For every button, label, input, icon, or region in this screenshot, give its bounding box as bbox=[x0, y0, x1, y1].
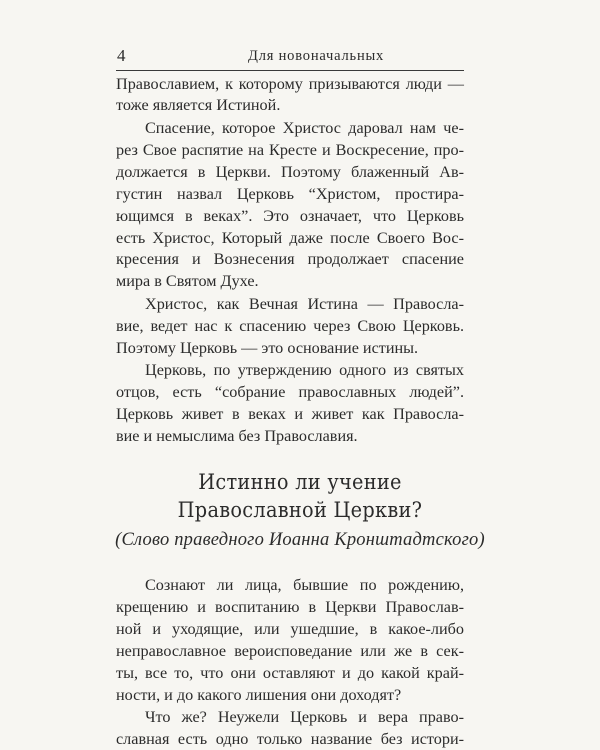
text-line: мира в Святом Духе. bbox=[116, 272, 259, 290]
page-number: 4 bbox=[117, 46, 126, 65]
text-line: густин назвал Церковь “Христом, простира- bbox=[116, 185, 464, 203]
text-line: вие, ведет нас к спасению через Свою Церковь. bbox=[116, 317, 464, 335]
text-line: вие и немыслима без Православия. bbox=[116, 427, 358, 445]
text-line: славная есть одно только название без истори- bbox=[116, 730, 464, 748]
text-line: ты, все то, что они оставляют и до какой край- bbox=[116, 664, 464, 682]
text-line: ности, и до какого лишения они доходят? bbox=[116, 686, 402, 704]
text-line: Спасение, которое Христос даровал нам че- bbox=[145, 119, 464, 137]
text-line: крещению и воспитанию в Церкви Православ- bbox=[116, 598, 464, 616]
section-heading-line-2: Православной Церкви? bbox=[177, 498, 423, 522]
text-line: Что же? Неужели Церковь и вера право- bbox=[145, 708, 464, 726]
section-heading-subtitle: (Слово праведного Иоанна Кронштадтского) bbox=[115, 530, 485, 550]
text-line: Православием, к которому призываются люди — bbox=[116, 75, 464, 93]
running-head-title: Для новоначальных bbox=[248, 48, 385, 64]
text-line: Поэтому Церковь — это основание истины. bbox=[116, 339, 419, 357]
text-line: отцов, есть “собрание православных людей”. bbox=[116, 383, 464, 401]
text-line: рез Свое распятие на Кресте и Воскресение, про- bbox=[116, 141, 464, 159]
text-line: неправославное вероисповедание или же в сек- bbox=[116, 642, 464, 660]
running-head bbox=[116, 44, 464, 71]
text-line: тоже является Истиной. bbox=[116, 96, 281, 114]
text-line: Сознают ли лица, бывшие по рождению, bbox=[145, 576, 464, 594]
text-line: кресения и Вознесения продолжает спасение bbox=[116, 250, 464, 268]
text-line: должается в Церкви. Поэтому блаженный Ав- bbox=[116, 163, 464, 181]
text-line: Церковь, по утверждению одного из святых bbox=[145, 361, 464, 379]
section-heading-line-1: Истинно ли учение bbox=[198, 470, 402, 494]
text-line: есть Христос, Который даже после Своего Вос- bbox=[116, 229, 464, 247]
text-line: ной и уходящие, или ушедшие, в какое-либо bbox=[116, 620, 464, 638]
text-line: ющимся в веках”. Это означает, что Церковь bbox=[116, 207, 464, 225]
text-line: Церковь живет в веках и живет как Правосла- bbox=[116, 405, 464, 423]
text-line: Христос, как Вечная Истина — Правосла- bbox=[145, 295, 464, 313]
